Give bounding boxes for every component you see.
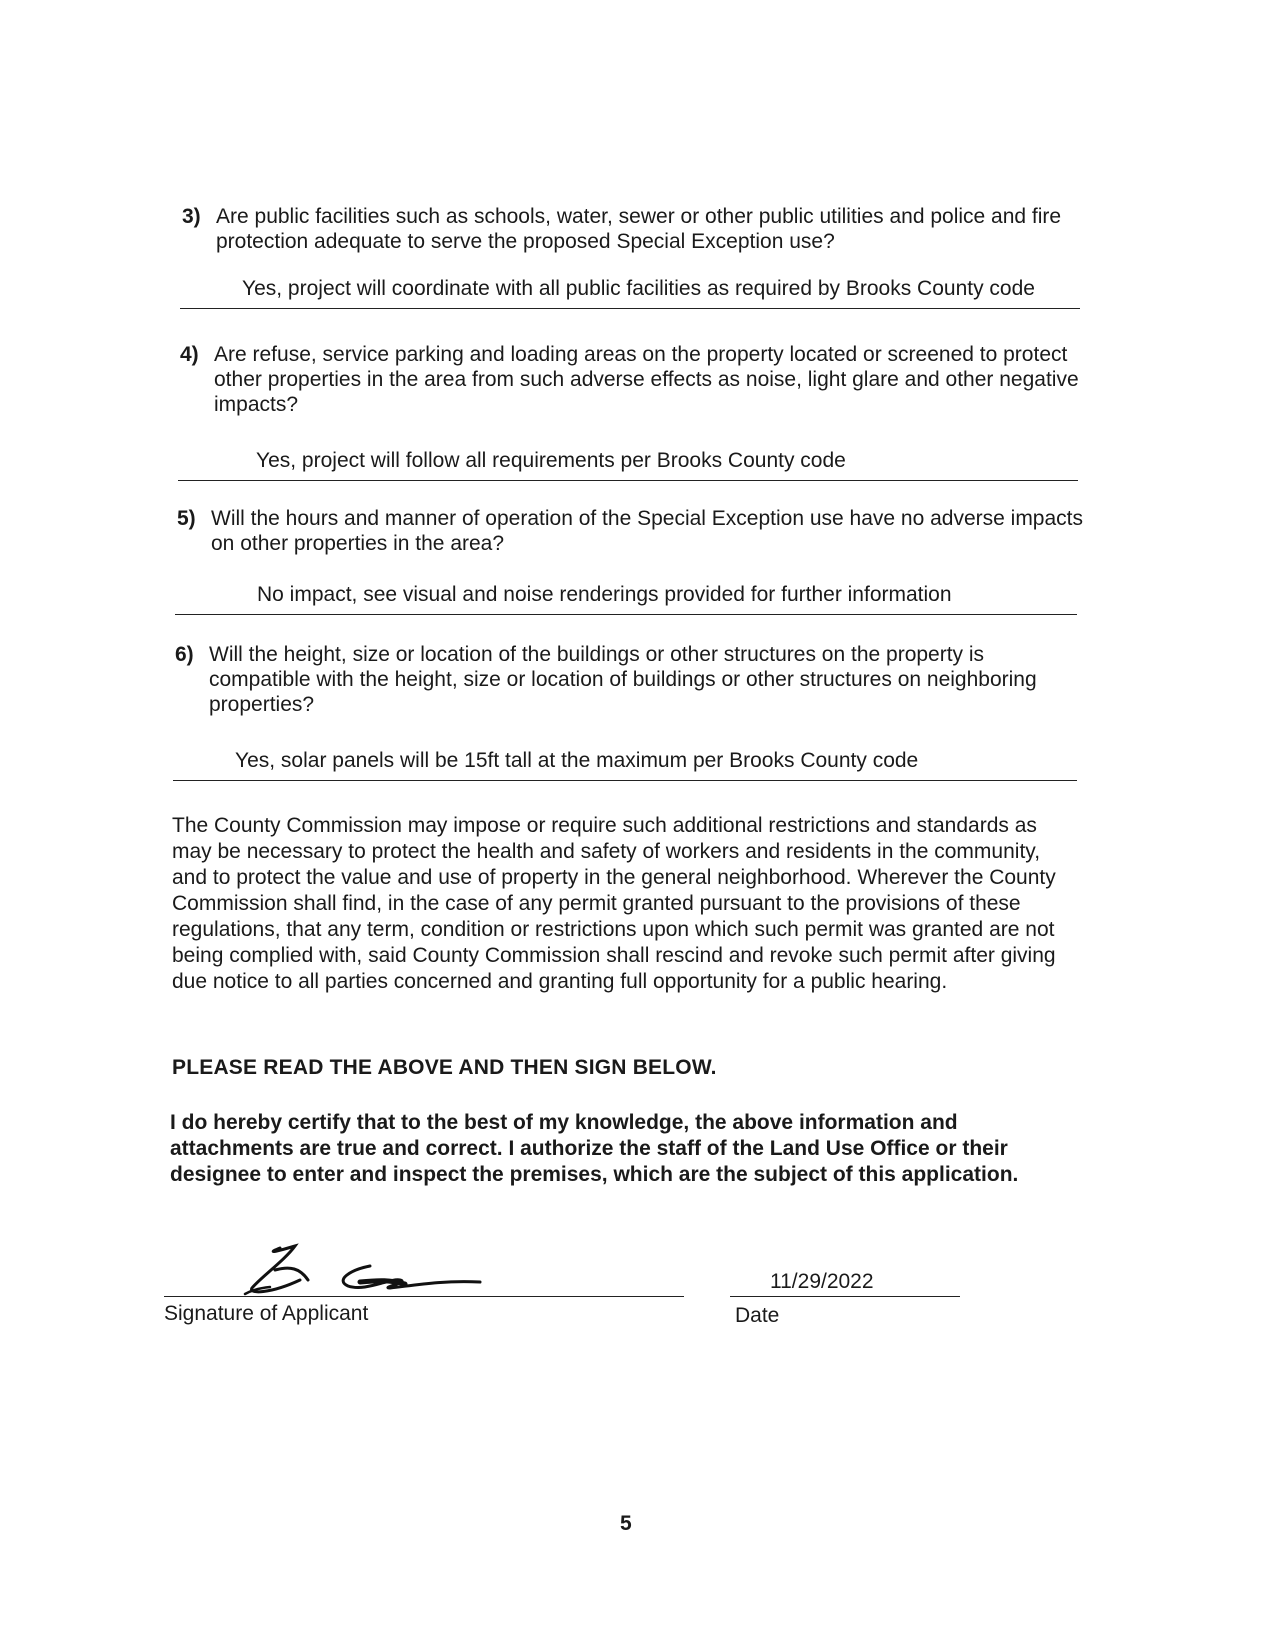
certification-statement: I do hereby certify that to the best of my knowledge, the above information and attachments are true and correct. I authorize the staff of the Land Use Office or their designee to enter and inspect the premises, which are the subject of this application. — [170, 1111, 1019, 1186]
question-text: Will the height, size or location of the buildings or other structures on the property is compatible with the height, size or location of buildings or other structures on neighboring properties? — [209, 643, 1037, 716]
answer-text: Yes, project will follow all requirements per Brooks County code — [256, 449, 846, 472]
instruction-heading: PLEASE READ THE ABOVE AND THEN SIGN BELOW. — [172, 1056, 717, 1079]
answer-text: Yes, project will coordinate with all public facilities as required by Brooks County code — [242, 277, 1035, 300]
applicant-signature — [240, 1240, 510, 1300]
answer-4-line — [178, 440, 1078, 481]
date-label: Date — [735, 1304, 780, 1327]
question-text: Are refuse, service parking and loading areas on the property located or screened to protect other properties in the area from such adverse effects as noise, light glare and other negative impacts? — [214, 343, 1079, 416]
question-number: 5) — [177, 507, 196, 530]
answer-5-line — [175, 574, 1077, 615]
question-text: Will the hours and manner of operation of the Special Exception use have no adverse impacts on other properties in the area? — [211, 507, 1084, 555]
question-number: 6) — [175, 643, 194, 666]
question-number: 3) — [182, 205, 201, 228]
question-3 — [182, 204, 1102, 259]
answer-3-line — [180, 268, 1080, 309]
answer-text: No impact, see visual and noise renderings provided for further information — [257, 583, 952, 606]
question-5 — [177, 506, 1097, 561]
question-number: 4) — [180, 343, 199, 366]
question-6 — [175, 642, 1095, 722]
page-number: 5 — [620, 1512, 632, 1535]
answer-6-line — [173, 740, 1077, 781]
commission-paragraph: The County Commission may impose or require such additional restrictions and standards as may be necessary to protect the health and safety of workers and residents in the community, and to protect the value and use of property in the general neighborhood. Wherever the County Commission shall find, in the case of any permit granted pursuant to the provisions of these regulations, that any term, condition or restrictions upon which such permit was granted are not being complied with, said County Commission shall rescind and revoke such permit after giving due notice to all parties concerned and granting full opportunity for a public hearing. — [172, 814, 1056, 993]
signature-line — [164, 1296, 684, 1297]
answer-text: Yes, solar panels will be 15ft tall at the maximum per Brooks County code — [235, 749, 919, 772]
signature-label: Signature of Applicant — [164, 1302, 369, 1325]
question-text: Are public facilities such as schools, water, sewer or other public utilities and police and fire protection adequate to serve the proposed Special Exception use? — [216, 205, 1062, 253]
question-4 — [180, 342, 1100, 422]
date-line — [730, 1296, 960, 1297]
date-value: 11/29/2022 — [770, 1270, 874, 1293]
